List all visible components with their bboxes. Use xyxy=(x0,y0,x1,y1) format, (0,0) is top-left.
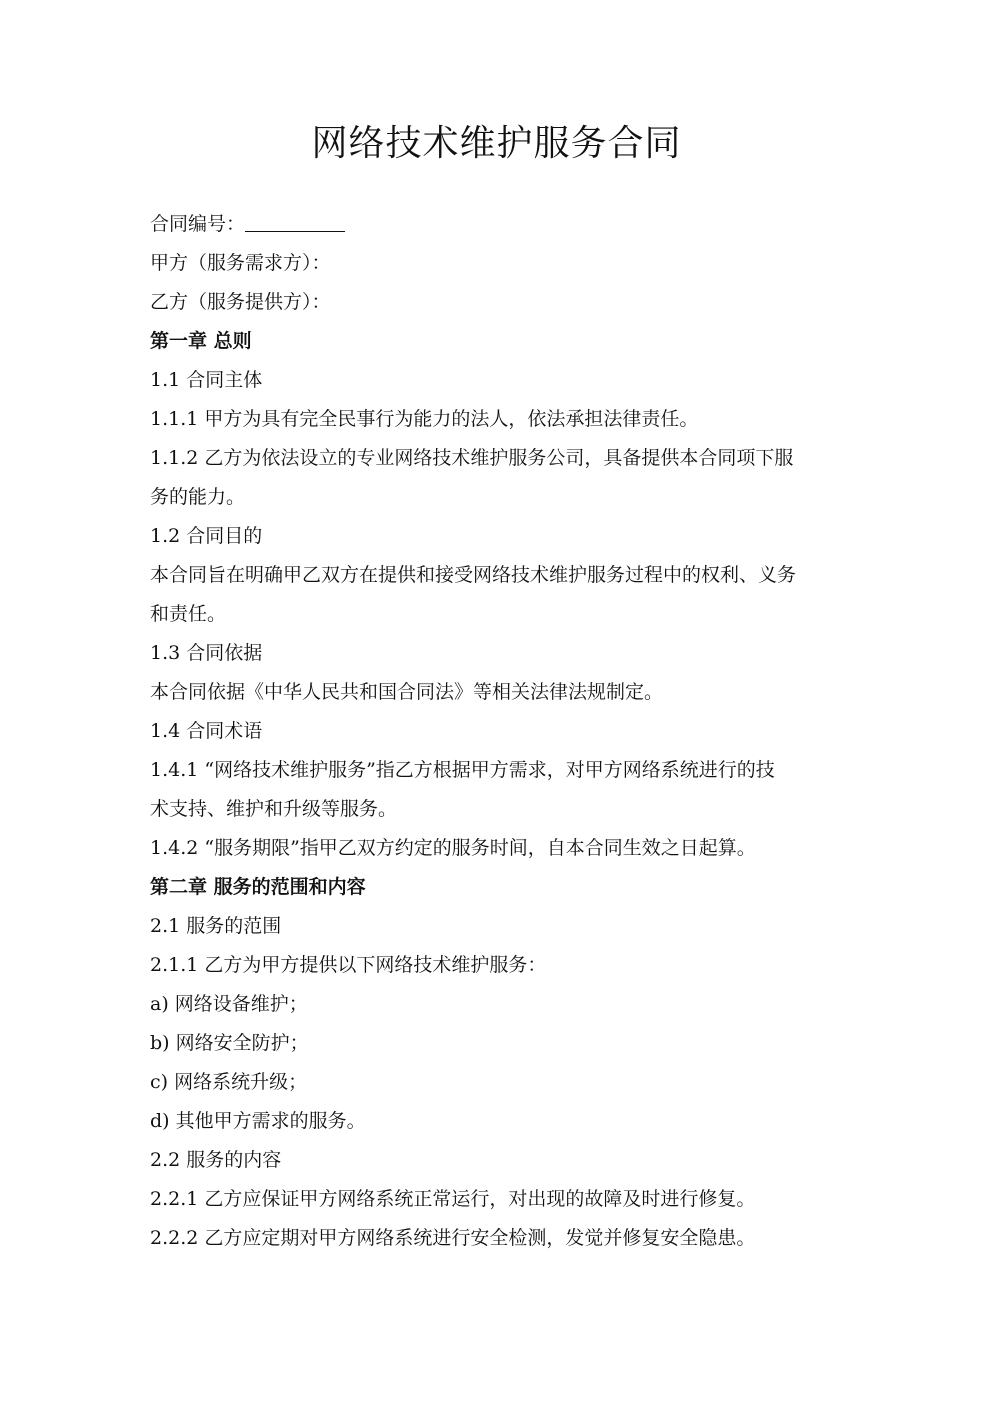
chapter-1-heading: 第一章 总则 xyxy=(150,330,252,352)
section-2-1: 2.1 服务的范围 xyxy=(150,915,282,937)
section-1-3-text: 本合同依据《中华人民共和国合同法》等相关法律法规制定。 xyxy=(150,681,664,703)
clause-2-2-1: 2.2.1 乙方应保证甲方网络系统正常运行，对出现的故障及时进行修复。 xyxy=(150,1188,756,1210)
section-1-1: 1.1 合同主体 xyxy=(150,369,263,391)
clause-1-1-2-line-1: 1.1.2 乙方为依法设立的专业网络技术维护服务公司，具备提供本合同项下服 xyxy=(150,447,794,469)
contract-number-line xyxy=(150,205,850,244)
list-item-d: d) 其他甲方需求的服务。 xyxy=(150,1110,366,1132)
document-title: 网络技术维护服务合同 xyxy=(311,123,682,164)
clause-1-4-2: 1.4.2 “服务期限”指甲乙双方约定的服务时间，自本合同生效之日起算。 xyxy=(150,837,756,859)
clause-1-4-1-line-2: 术支持、维护和升级等服务。 xyxy=(150,798,398,820)
section-1-2-text-line-1: 本合同旨在明确甲乙双方在提供和接受网络技术维护服务过程中的权利、义务 xyxy=(150,564,797,586)
document-body xyxy=(150,205,850,1258)
clause-2-1-1: 2.1.1 乙方为甲方提供以下网络技术维护服务： xyxy=(150,954,547,976)
list-item-c: c) 网络系统升级； xyxy=(150,1071,308,1093)
section-1-3: 1.3 合同依据 xyxy=(150,642,263,664)
clause-1-4-1-line-1: 1.4.1 “网络技术维护服务”指乙方根据甲方需求，对甲方网络系统进行的技 xyxy=(150,759,775,781)
list-item-b: b) 网络安全防护； xyxy=(150,1032,309,1054)
clause-1-1-2-line-2: 务的能力。 xyxy=(150,486,246,508)
party-a-line: 甲方（服务需求方）： xyxy=(150,252,331,274)
clause-2-2-2: 2.2.2 乙方应定期对甲方网络系统进行安全检测，发觉并修复安全隐患。 xyxy=(150,1227,756,1249)
section-1-2-text-line-2: 和责任。 xyxy=(150,603,227,625)
party-b-line: 乙方（服务提供方）： xyxy=(150,291,331,313)
section-1-4: 1.4 合同术语 xyxy=(150,720,263,742)
contract-number-label: 合同编号： xyxy=(150,213,246,235)
list-item-a: a) 网络设备维护； xyxy=(150,993,308,1015)
chapter-2-heading: 第二章 服务的范围和内容 xyxy=(150,876,366,898)
section-1-2: 1.2 合同目的 xyxy=(150,525,263,547)
section-2-2: 2.2 服务的内容 xyxy=(150,1149,282,1171)
clause-1-1-1: 1.1.1 甲方为具有完全民事行为能力的法人，依法承担法律责任。 xyxy=(150,408,699,430)
contract-number-blank xyxy=(245,209,345,232)
